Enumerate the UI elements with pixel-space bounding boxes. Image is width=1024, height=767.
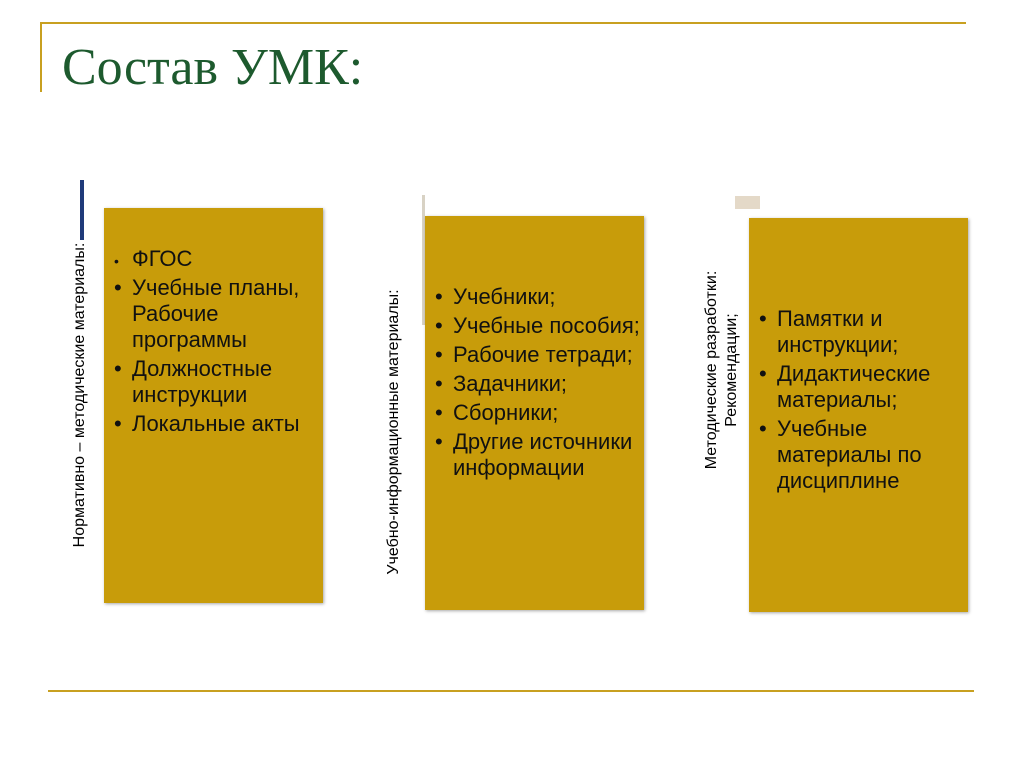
column-label-1-text: Нормативно – методические материалы: bbox=[71, 242, 88, 548]
list-item-text: Учебники; bbox=[453, 284, 556, 309]
bullet-icon: • bbox=[759, 416, 767, 441]
list-item bbox=[749, 416, 968, 494]
bullet-icon: • bbox=[435, 429, 443, 454]
list-item-text: Дидактические материалы; bbox=[777, 361, 931, 412]
list-item bbox=[425, 429, 644, 481]
list-item bbox=[749, 361, 968, 413]
list-item bbox=[425, 371, 644, 397]
page-title: Состав УМК: bbox=[62, 39, 364, 96]
bullet-icon: • bbox=[759, 306, 767, 331]
bullet-icon: • bbox=[759, 361, 767, 386]
bullet-icon: • bbox=[114, 411, 122, 436]
list-item-text: Учебные пособия; bbox=[453, 313, 640, 338]
bullet-icon: • bbox=[114, 253, 119, 269]
column-label-2-text: Учебно-информационные материалы: bbox=[385, 289, 402, 575]
top-rule bbox=[40, 22, 966, 24]
bullet-icon: • bbox=[435, 313, 443, 338]
list-item-text: Локальные акты bbox=[132, 411, 300, 436]
list-item-text: Памятки и инструкции; bbox=[777, 306, 899, 357]
bullet-icon: • bbox=[435, 342, 443, 367]
bullet-icon: • bbox=[435, 371, 443, 396]
accent-bar-3 bbox=[735, 196, 760, 209]
bullet-icon: • bbox=[114, 275, 122, 300]
list-item-text: Учебные материалы по дисциплине bbox=[777, 416, 922, 493]
column-label-3-text: Методические разработки: Рекомендации; bbox=[703, 270, 740, 470]
list-item-text: Учебные планы, Рабочие программы bbox=[132, 275, 300, 352]
list-item bbox=[425, 284, 644, 310]
category-box-3 bbox=[749, 218, 968, 612]
list-item bbox=[104, 356, 323, 408]
category-box-1 bbox=[104, 208, 323, 603]
list-item bbox=[425, 342, 644, 368]
list-item-text: Должностные инструкции bbox=[132, 356, 273, 407]
item-list-1 bbox=[104, 246, 323, 437]
bottom-rule bbox=[48, 690, 974, 692]
list-item bbox=[425, 313, 644, 339]
list-item bbox=[104, 411, 323, 437]
bullet-icon: • bbox=[435, 400, 443, 425]
list-item bbox=[749, 306, 968, 358]
list-item bbox=[425, 400, 644, 426]
list-item-text: Рабочие тетради; bbox=[453, 342, 633, 367]
list-item-text: ФГОС bbox=[132, 246, 193, 271]
bullet-icon: • bbox=[114, 356, 122, 381]
list-item-text: Задачники; bbox=[453, 371, 568, 396]
category-box-2 bbox=[425, 216, 644, 610]
item-list-3 bbox=[749, 306, 968, 494]
bullet-icon: • bbox=[435, 284, 443, 309]
left-rule bbox=[40, 22, 42, 92]
accent-bar-1 bbox=[80, 180, 84, 240]
list-item-text: Другие источники информации bbox=[453, 429, 633, 480]
list-item bbox=[104, 275, 323, 353]
item-list-2 bbox=[425, 284, 644, 481]
list-item-text: Сборники; bbox=[453, 400, 559, 425]
list-item bbox=[104, 246, 323, 272]
